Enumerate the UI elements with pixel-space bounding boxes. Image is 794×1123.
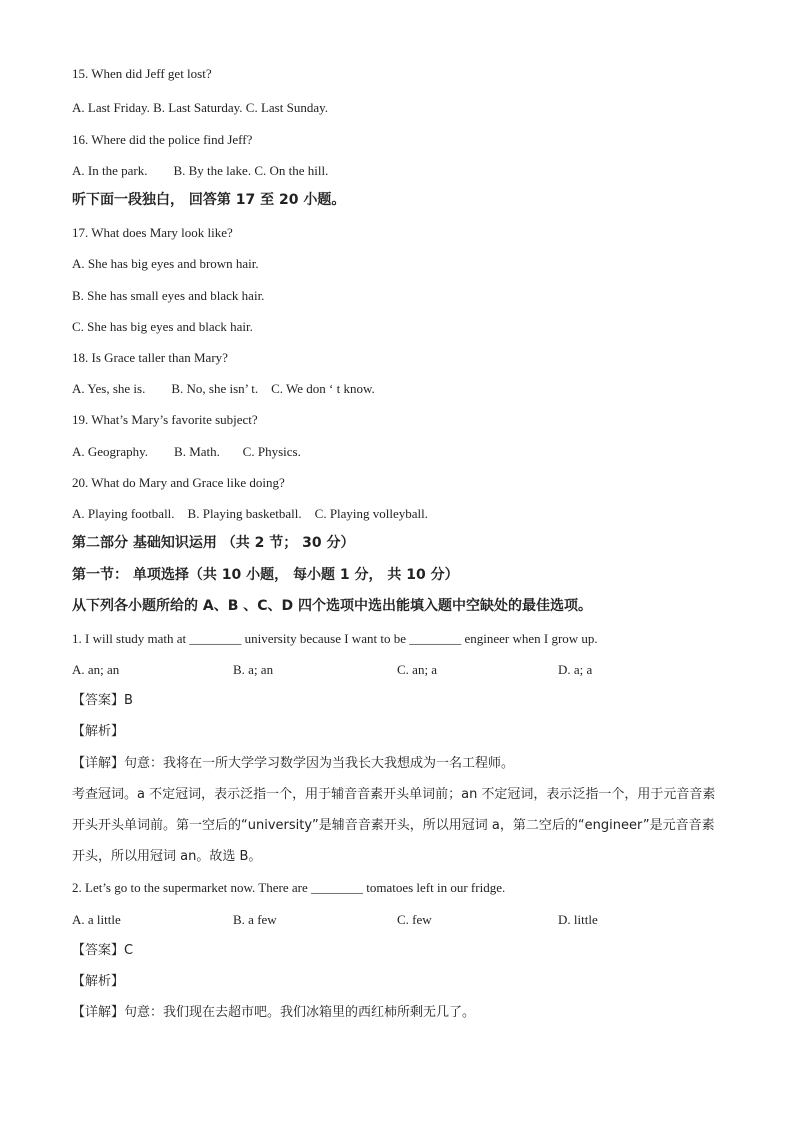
question-17-option-c: C. She has big eyes and black hair. (72, 319, 253, 334)
question-1-options (72, 662, 732, 677)
question-20: 20. What do Mary and Grace like doing? (72, 475, 285, 490)
question-17-option-a: A. She has big eyes and brown hair. (72, 256, 259, 271)
question-19-options: A. Geography. B. Math. C. Physics. (72, 444, 301, 459)
section1-heading: 第一节： 单项选择（共 10 小题， 每小题 1 分， 共 10 分） (72, 567, 459, 583)
question-2-analysis-label: 【解析】 (72, 974, 125, 989)
option-d: D. little (558, 912, 598, 927)
question-15: 15. When did Jeff get lost? (72, 66, 212, 81)
option-c: C. few (397, 912, 432, 927)
question-1-detail: 【详解】句意：我将在一所大学学习数学因为当我长大我想成为一名工程师。 (72, 756, 515, 771)
question-2-answer: 【答案】C (72, 943, 134, 958)
question-2-stem: 2. Let’s go to the supermarket now. There are ________ tomatoes left in our fridge. (72, 880, 506, 895)
part2-heading: 第二部分 基础知识运用 （共 2 节； 30 分） (72, 535, 355, 551)
option-b: B. a few (233, 912, 277, 927)
question-15-options: A. Last Friday. B. Last Saturday. C. Last Sunday. (72, 100, 328, 115)
option-d: D. a; a (558, 662, 593, 677)
question-1-answer: 【答案】B (72, 693, 133, 708)
question-18-options: A. Yes, she is. B. No, she isn’ t. C. We don ‘ t know. (72, 381, 375, 396)
question-20-options: A. Playing football. B. Playing basketball. C. Playing volleyball. (72, 506, 429, 521)
option-c: C. an; a (397, 662, 438, 677)
question-2-detail: 【详解】句意：我们现在去超市吧。我们冰箱里的西红柿所剩无几了。 (72, 1005, 476, 1020)
question-19: 19. What’s Mary’s favorite subject? (72, 412, 258, 427)
monologue-instruction: 听下面一段独白， 回答第 17 至 20 小题。 (72, 192, 346, 208)
question-16-options: A. In the park. B. By the lake. C. On the hill. (72, 163, 329, 178)
question-16: 16. Where did the police find Jeff? (72, 132, 253, 147)
option-a: A. a little (72, 912, 121, 927)
question-17: 17. What does Mary look like? (72, 225, 233, 240)
question-17-option-b: B. She has small eyes and black hair. (72, 288, 265, 303)
question-18: 18. Is Grace taller than Mary? (72, 350, 228, 365)
option-a: A. an; an (72, 662, 120, 677)
option-b: B. a; an (233, 662, 274, 677)
question-1-explanation: 考查冠词。a 不定冠词，表示泛指一个，用于辅音音素开头单词前；an 不定冠词，表示泛指一个，用于元音音素开头开头单词前。第一空后的“university”是辅音音素开头，所以用冠词 a，第二空后的“engineer”是元音音素开头，所以用冠词 an。故选 B。 (72, 787, 716, 864)
section1-instruction: 从下列各小题所给的 A、B 、C、D 四个选项中选出能填入题中空缺处的最佳选项。 (72, 598, 593, 614)
question-2-options (72, 912, 732, 927)
question-1-stem: 1. I will study math at ________ university because I want to be ________ engineer when I grow up. (72, 631, 598, 646)
question-1-analysis-label: 【解析】 (72, 724, 125, 739)
